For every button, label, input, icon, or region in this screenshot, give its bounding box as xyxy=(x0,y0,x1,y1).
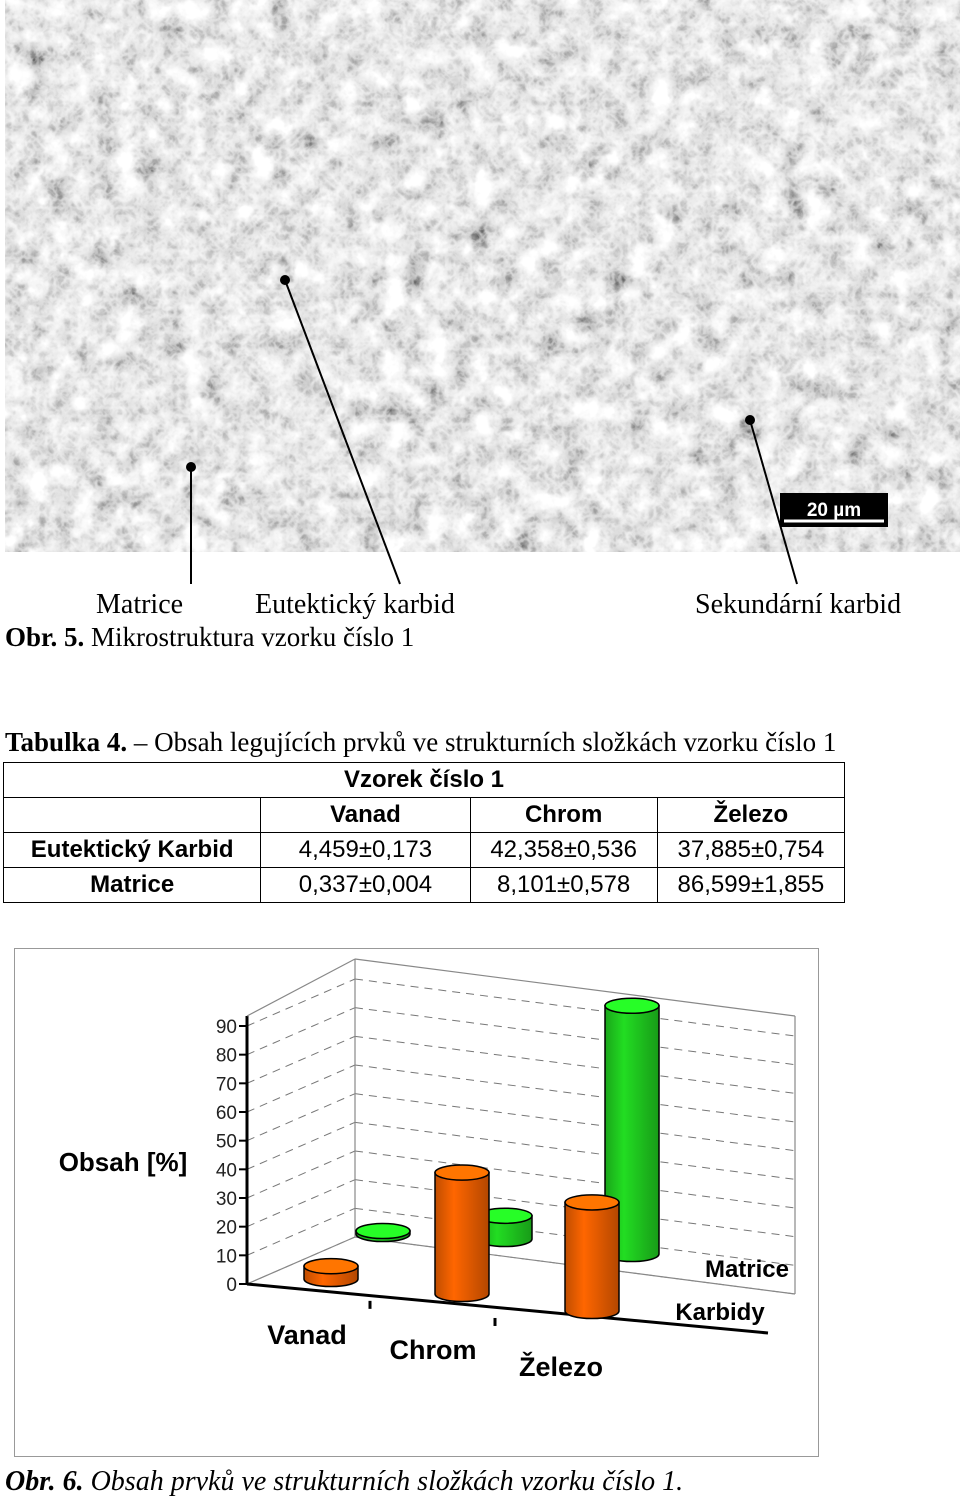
y-tick-label: 0 xyxy=(226,1275,237,1296)
y-tick-label: 40 xyxy=(215,1160,237,1182)
bar-chart-3d xyxy=(15,949,818,1456)
figure5-caption xyxy=(5,622,414,653)
secondary-pointer-dot xyxy=(745,415,755,425)
chart-grid xyxy=(247,979,795,1294)
bar-karbidy xyxy=(565,1195,619,1319)
table-header-col: Chrom xyxy=(470,798,657,833)
scale-bar-label: 20 µm xyxy=(806,500,862,521)
table-header-empty xyxy=(4,798,261,833)
x-category-label: Chrom xyxy=(389,1335,477,1365)
table-cell: 0,337±0,004 xyxy=(261,868,470,903)
label-matrice: Matrice xyxy=(96,589,184,620)
table-cell: 8,101±0,578 xyxy=(470,868,657,903)
figure5-caption-prefix: Obr. 5. xyxy=(5,622,85,652)
figure6-caption-prefix: Obr. 6. xyxy=(5,1466,84,1497)
table-row xyxy=(4,868,845,903)
y-tick-label: 30 xyxy=(215,1189,237,1210)
x-category-label: Železo xyxy=(518,1352,604,1382)
chart-y-ticks xyxy=(216,1017,247,1296)
y-tick-label: 90 xyxy=(215,1017,237,1038)
y-tick-label: 60 xyxy=(215,1103,237,1124)
figure5-caption-text: Mikrostruktura vzorku číslo 1 xyxy=(91,622,415,652)
z-series-label: Matrice xyxy=(704,1256,790,1283)
y-tick-label: 50 xyxy=(215,1131,237,1153)
y-tick-label: 70 xyxy=(215,1074,237,1096)
scale-bar xyxy=(780,493,888,527)
table-row-label: Matrice xyxy=(4,868,261,903)
eutectic-pointer-dot xyxy=(280,275,290,285)
table-cell: 37,885±0,754 xyxy=(657,833,844,868)
matrice-pointer-dot xyxy=(186,462,196,472)
table-row xyxy=(4,833,845,868)
bar-karbidy xyxy=(435,1165,489,1302)
x-category-label: Vanad xyxy=(267,1320,347,1350)
label-sekundarni-karbid: Sekundární karbid xyxy=(695,589,902,620)
table-cell: 86,599±1,855 xyxy=(657,868,844,903)
alloying-table xyxy=(3,762,845,903)
y-tick-label: 10 xyxy=(215,1246,237,1268)
micrograph-image xyxy=(5,0,960,552)
chart-frame xyxy=(14,948,819,1457)
table-header-col: Vanad xyxy=(261,798,470,833)
table-cell: 42,358±0,536 xyxy=(470,833,657,868)
y-axis-label: Obsah [%] xyxy=(58,1147,188,1177)
y-tick-label: 20 xyxy=(215,1217,237,1239)
table4-title-text: – Obsah legujících prvků ve strukturních složkách vzorku číslo 1 xyxy=(133,727,837,757)
chart-bars xyxy=(304,998,659,1318)
figure6-caption-text: Obsah prvků ve strukturních složkách vzorku číslo 1. xyxy=(90,1466,684,1497)
table-header-group-row xyxy=(4,763,845,798)
label-eutektic-karbid: Eutektický karbid xyxy=(255,589,455,620)
table-header-col: Železo xyxy=(657,798,844,833)
table4-title xyxy=(5,727,836,758)
table-row-label: Eutektický Karbid xyxy=(4,833,261,868)
y-tick-label: 80 xyxy=(215,1045,237,1067)
table-header-group: Vzorek číslo 1 xyxy=(4,763,845,798)
bar-matrice xyxy=(356,1223,410,1241)
table-cell: 4,459±0,173 xyxy=(261,833,470,868)
table-header-row xyxy=(4,798,845,833)
bar-karbidy xyxy=(304,1259,358,1287)
figure6-caption xyxy=(5,1466,683,1498)
table4-title-prefix: Tabulka 4. xyxy=(5,727,128,757)
z-series-label: Karbidy xyxy=(675,1299,765,1326)
